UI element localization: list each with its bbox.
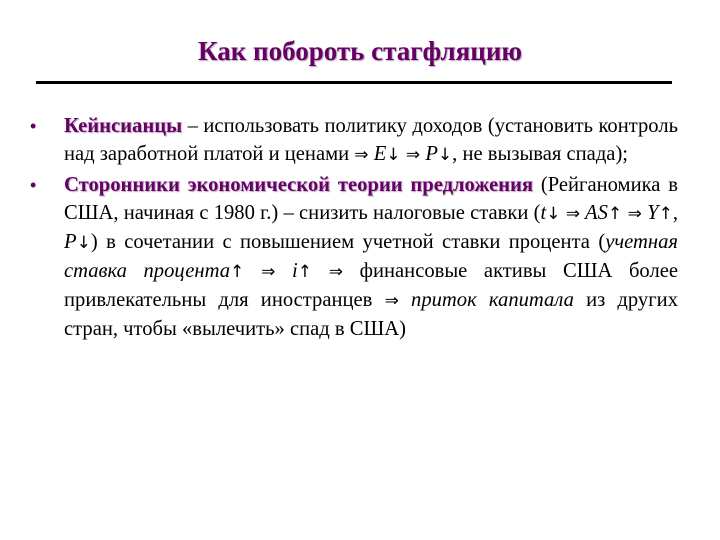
list-item-text (64, 112, 678, 169)
arrow-up-icon: ↑ (297, 262, 312, 282)
implies-icon: ⇒ (311, 262, 344, 282)
item-heading: Сторонники экономической теории предложения (64, 174, 534, 196)
item-text: (Рейганомика в США, начиная с 1980 г.) – снизить налоговые ставки ( (64, 174, 678, 224)
variable-t: t (540, 202, 547, 224)
title-divider (36, 81, 672, 84)
bullet-icon (30, 112, 64, 140)
variable-as: AS (580, 202, 608, 224)
item-italic-text: приток капитала (398, 289, 574, 311)
arrow-down-icon: ↓ (546, 204, 561, 224)
item-text: , не вызывая спада); (452, 143, 629, 165)
arrow-down-icon: ↓ (386, 145, 401, 165)
arrow-up-icon: ↑ (230, 262, 245, 282)
slide-title: Как побороть стагфляцию (197, 36, 523, 66)
arrow-up-icon: ↑ (607, 204, 623, 224)
item-italic-text: учетная ставка процента (64, 231, 678, 282)
list-item-supply-side (30, 171, 678, 343)
implies-icon: ⇒ (622, 204, 642, 224)
implies-icon: ⇒ (384, 291, 399, 311)
implies-icon: ⇒ (400, 145, 421, 165)
item-text: , (672, 202, 678, 224)
item-heading: Кейнсианцы (64, 115, 183, 137)
variable-p: P (420, 143, 438, 165)
variable-p: P (64, 231, 77, 253)
arrow-down-icon: ↓ (76, 233, 91, 253)
item-text: финансовые активы США более привлекательны для иностранцев (64, 260, 679, 311)
variable-i: i (275, 260, 298, 282)
implies-icon: ⇒ (560, 204, 581, 224)
list-item-text (64, 171, 678, 343)
bullet-icon (30, 171, 64, 199)
slide-body (30, 112, 678, 343)
item-text: – использовать политику доходов (установить контроль над заработной платой и ценами (64, 115, 678, 165)
item-text: ) в сочетании с повышением учетной ставки процента ( (90, 231, 606, 253)
variable-e: E (368, 143, 387, 165)
list-item-keynesians (30, 112, 678, 169)
implies-icon: ⇒ (354, 145, 369, 165)
item-text: из других стран, чтобы «вылечить» спад в США) (64, 289, 678, 340)
variable-y: Y (641, 202, 659, 224)
arrow-down-icon: ↓ (437, 145, 453, 165)
implies-icon: ⇒ (244, 262, 276, 282)
arrow-up-icon: ↑ (658, 204, 673, 224)
